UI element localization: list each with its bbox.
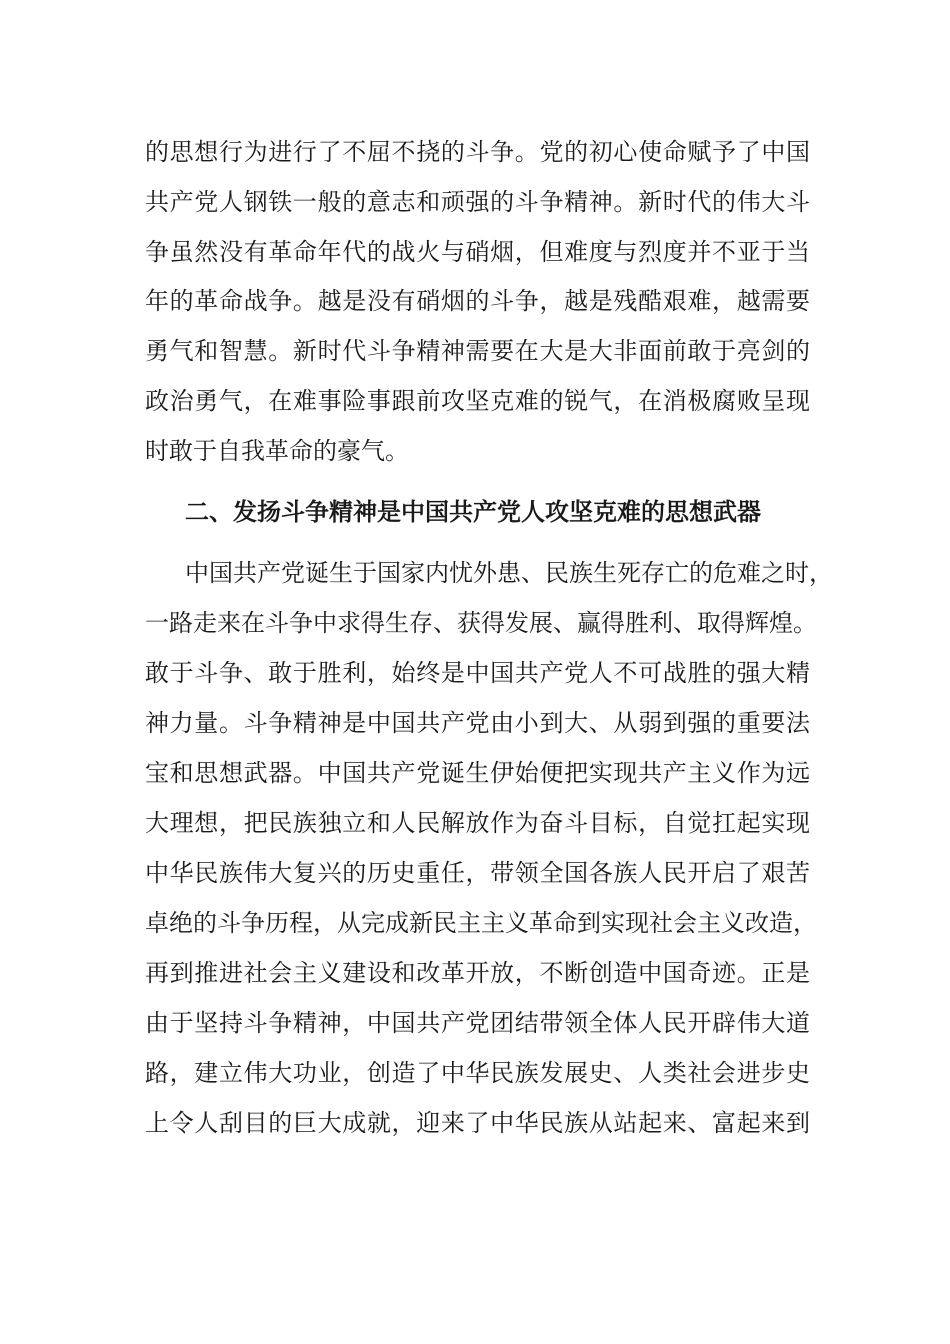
paragraph-2-line-5: 宝和思想武器。中国共产党诞生伊始便把实现共产主义作为远 bbox=[145, 759, 810, 787]
paragraph-1-line-2: 共产党人钢铁一般的意志和顽强的斗争精神。新时代的伟大斗 bbox=[145, 188, 810, 216]
paragraph-2-line-1: 中国共产党诞生于国家内忧外患、民族生死存亡的危难之时， bbox=[185, 559, 833, 587]
paragraph-2-line-10: 由于坚持斗争精神，中国共产党团结带领全体人民开辟伟大道 bbox=[145, 1009, 810, 1037]
paragraph-1-line-6: 政治勇气，在难事险事跟前攻坚克难的锐气，在消极腐败呈现 bbox=[145, 387, 810, 415]
paragraph-2-line-9: 再到推进社会主义建设和改革开放，不断创造中国奇迹。正是 bbox=[145, 959, 810, 987]
paragraph-2-line-2: 一路走来在斗争中求得生存、获得发展、赢得胜利、取得辉煌。 bbox=[145, 609, 817, 637]
paragraph-2-line-3: 敢于斗争、敢于胜利，始终是中国共产党人不可战胜的强大精 bbox=[145, 659, 810, 687]
paragraph-2-line-8: 卓绝的斗争历程，从完成新民主主义革命到实现社会主义改造， bbox=[145, 909, 817, 937]
section-heading: 二、发扬斗争精神是中国共产党人攻坚克难的思想武器 bbox=[185, 498, 761, 526]
paragraph-1-line-1: 的思想行为进行了不屈不挠的斗争。党的初心使命赋予了中国 bbox=[145, 138, 810, 166]
paragraph-2-line-7: 中华民族伟大复兴的历史重任，带领全国各族人民开启了艰苦 bbox=[145, 859, 810, 887]
paragraph-1-line-7: 时敢于自我革命的豪气。 bbox=[145, 437, 409, 465]
paragraph-2-line-11: 路，建立伟大功业，创造了中华民族发展史、人类社会进步史 bbox=[145, 1059, 810, 1087]
paragraph-1-line-5: 勇气和智慧。新时代斗争精神需要在大是大非面前敢于亮剑的 bbox=[145, 337, 810, 365]
paragraph-2-line-12: 上令人刮目的巨大成就，迎来了中华民族从站起来、富起来到 bbox=[145, 1109, 810, 1137]
paragraph-1-line-3: 争虽然没有革命年代的战火与硝烟，但难度与烈度并不亚于当 bbox=[145, 238, 810, 266]
paragraph-1-line-4: 年的革命战争。越是没有硝烟的斗争，越是残酷艰难，越需要 bbox=[145, 287, 810, 315]
paragraph-2-line-4: 神力量。斗争精神是中国共产党由小到大、从弱到强的重要法 bbox=[145, 709, 810, 737]
paragraph-2-line-6: 大理想，把民族独立和人民解放作为奋斗目标，自觉扛起实现 bbox=[145, 809, 810, 837]
